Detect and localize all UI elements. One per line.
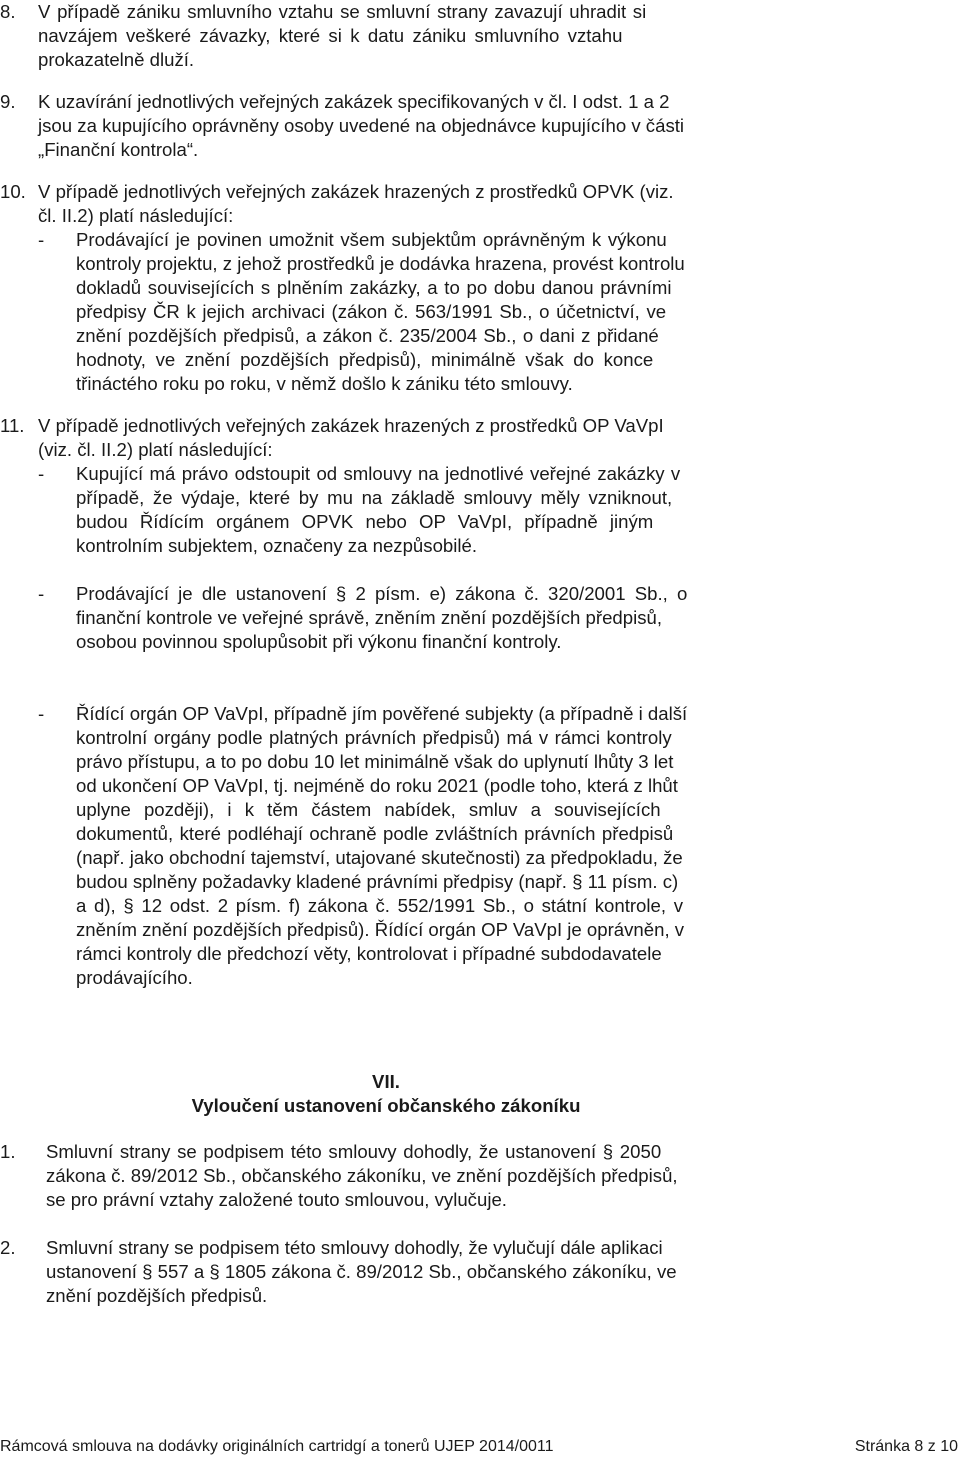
item-10-number: 10. [0,181,26,202]
sec-item-2-line-2: ustanovení § 557 a § 1805 zákona č. 89/2012 Sb., občanského zákoníku, ve [46,1261,677,1282]
sec-item-2-line-1: Smluvní strany se podpisem této smlouvy dohodly, že vylučují dále aplikaci [46,1237,663,1258]
section-number: VII. [372,1071,400,1092]
item-9-number: 9. [0,91,16,112]
item-8-number: 8. [0,1,16,22]
item-11-bullet-1-line-2: případě, že výdaje, které by mu na základě smlouvy měly vzniknout, [76,487,673,508]
item-11-bullet-3-line-10: zněním znění pozdějších předpisů). Řídící orgán OP VaVpI je oprávněn, v [76,919,685,940]
item-8-line-3: prokazatelně dluží. [38,49,195,70]
item-11-bullet-1-line-4: kontrolním subjektem, označeny za nezpůsobilé. [76,535,478,556]
item-11-line-2: (viz. čl. II.2) platí následující: [38,439,273,460]
item-11-bullet-3-line-9: a d), § 12 odst. 2 písm. f) zákona č. 552/1991 Sb., o státní kontrole, v [76,895,683,916]
item-10-bullet-line-5: znění pozdějších předpisů, a zákon č. 235/2004 Sb., o dani z přidané [76,325,659,346]
item-11-bullet-3-line-2: kontrolní orgány podle platných právních předpisů) má v rámci kontroly [76,727,672,748]
item-11-bullet-3-dash: - [38,703,45,724]
footer-title: Rámcová smlouva na dodávky originálních cartridgí a tonerů UJEP 2014/0011 [0,1438,554,1455]
item-11-bullet-1-dash: - [38,463,45,484]
sec-item-2-number: 2. [0,1237,16,1258]
sec-item-1-line-1: Smluvní strany se podpisem této smlouvy dohodly, že ustanovení § 2050 [46,1141,662,1162]
item-11-bullet-3-line-4: od ukončení OP VaVpI, tj. nejméně do roku 2021 (podle toho, která z lhůt [76,775,678,796]
item-8-line-1: V případě zániku smluvního vztahu se smluvní strany zavazují uhradit si [38,1,647,22]
item-11-bullet-3-line-7: (např. jako obchodní tajemství, utajované skutečnosti) za předpokladu, že [76,847,683,868]
item-11-line-1: V případě jednotlivých veřejných zakázek hrazených z prostředků OP VaVpI [38,415,664,436]
item-9-line-1: K uzavírání jednotlivých veřejných zakázek specifikovaných v čl. I odst. 1 a 2 [38,91,670,112]
item-11-bullet-2-line-3: osobou povinnou spolupůsobit při výkonu finanční kontroly. [76,631,562,652]
item-11-bullet-3-line-3: právo přístupu, a to po dobu 10 let minimálně však do uplynutí lhůty 3 let [76,751,674,772]
item-10-bullet-line-7: třináctého roku po roku, v němž došlo k zániku této smlouvy. [76,373,573,394]
item-11-bullet-1-line-3: budou Řídícím orgánem OPVK nebo OP VaVpI, případně jiným [76,511,654,532]
item-11-bullet-1-line-1: Kupující má právo odstoupit od smlouvy na jednotlivé veřejné zakázky v [76,463,681,484]
item-10-bullet-line-4: předpisy ČR k jejich archivaci (zákon č. 563/1991 Sb., o účetnictví, ve [76,301,667,322]
item-11-bullet-3-line-8: budou splněny požadavky kladené právními předpisy (např. § 11 písm. c) [76,871,679,892]
item-10-bullet-line-1: Prodávající je povinen umožnit všem subjektům oprávněným k výkonu [76,229,667,250]
footer-page-number: Stránka 8 z 10 [854,1438,958,1455]
sec-item-1-number: 1. [0,1141,16,1162]
item-9-line-3: „Finanční kontrola“. [38,139,199,160]
item-11-number: 11. [0,415,25,436]
item-10-bullet-line-3: dokladů souvisejících s plněním zakázky, a to po dobu danou právními [76,277,672,298]
item-11-bullet-3-line-5: uplyne později), i k těm částem nabídek, smluv a souvisejících [76,799,661,820]
item-11-bullet-3-line-12: prodávajícího. [76,967,193,988]
item-8-line-2: navzájem veškeré závazky, které si k datu zániku smluvního vztahu [38,25,623,46]
item-10-bullet-dash: - [38,229,45,250]
item-9-line-2: jsou za kupujícího oprávněny osoby uvedené na objednávce kupujícího v části [38,115,685,136]
sec-item-1-line-3: se pro právní vztahy založené touto smlouvou, vylučuje. [46,1189,507,1210]
item-11-bullet-2-dash: - [38,583,45,604]
item-11-bullet-3-line-11: rámci kontroly dle předchozí věty, kontrolovat i případné subdodavatele [76,943,662,964]
item-11-bullet-3-line-6: dokumentů, které podléhají ochraně podle zvláštních právních předpisů [76,823,674,844]
item-11-bullet-2-line-2: finanční kontrole ve veřejné správě, zněním znění pozdějších předpisů, [76,607,663,628]
item-10-line-1: V případě jednotlivých veřejných zakázek hrazených z prostředků OPVK (viz. [38,181,674,202]
item-11-bullet-3-line-1: Řídící orgán OP VaVpI, případně jím pověřené subjekty (a případně i další [76,703,688,724]
sec-item-2-line-3: znění pozdějších předpisů. [46,1285,268,1306]
item-10-line-2: čl. II.2) platí následující: [38,205,234,226]
sec-item-1-line-2: zákona č. 89/2012 Sb., občanského zákoníku, ve znění pozdějších předpisů, [46,1165,678,1186]
item-10-bullet-line-2: kontroly projektu, z jehož prostředků je dodávka hrazena, provést kontrolu [76,253,685,274]
section-title: Vyloučení ustanovení občanského zákoníku [191,1095,581,1116]
item-11-bullet-2-line-1: Prodávající je dle ustanovení § 2 písm. e) zákona č. 320/2001 Sb., o [76,583,688,604]
item-10-bullet-line-6: hodnoty, ve znění pozdějších předpisů), minimálně však do konce [76,349,654,370]
